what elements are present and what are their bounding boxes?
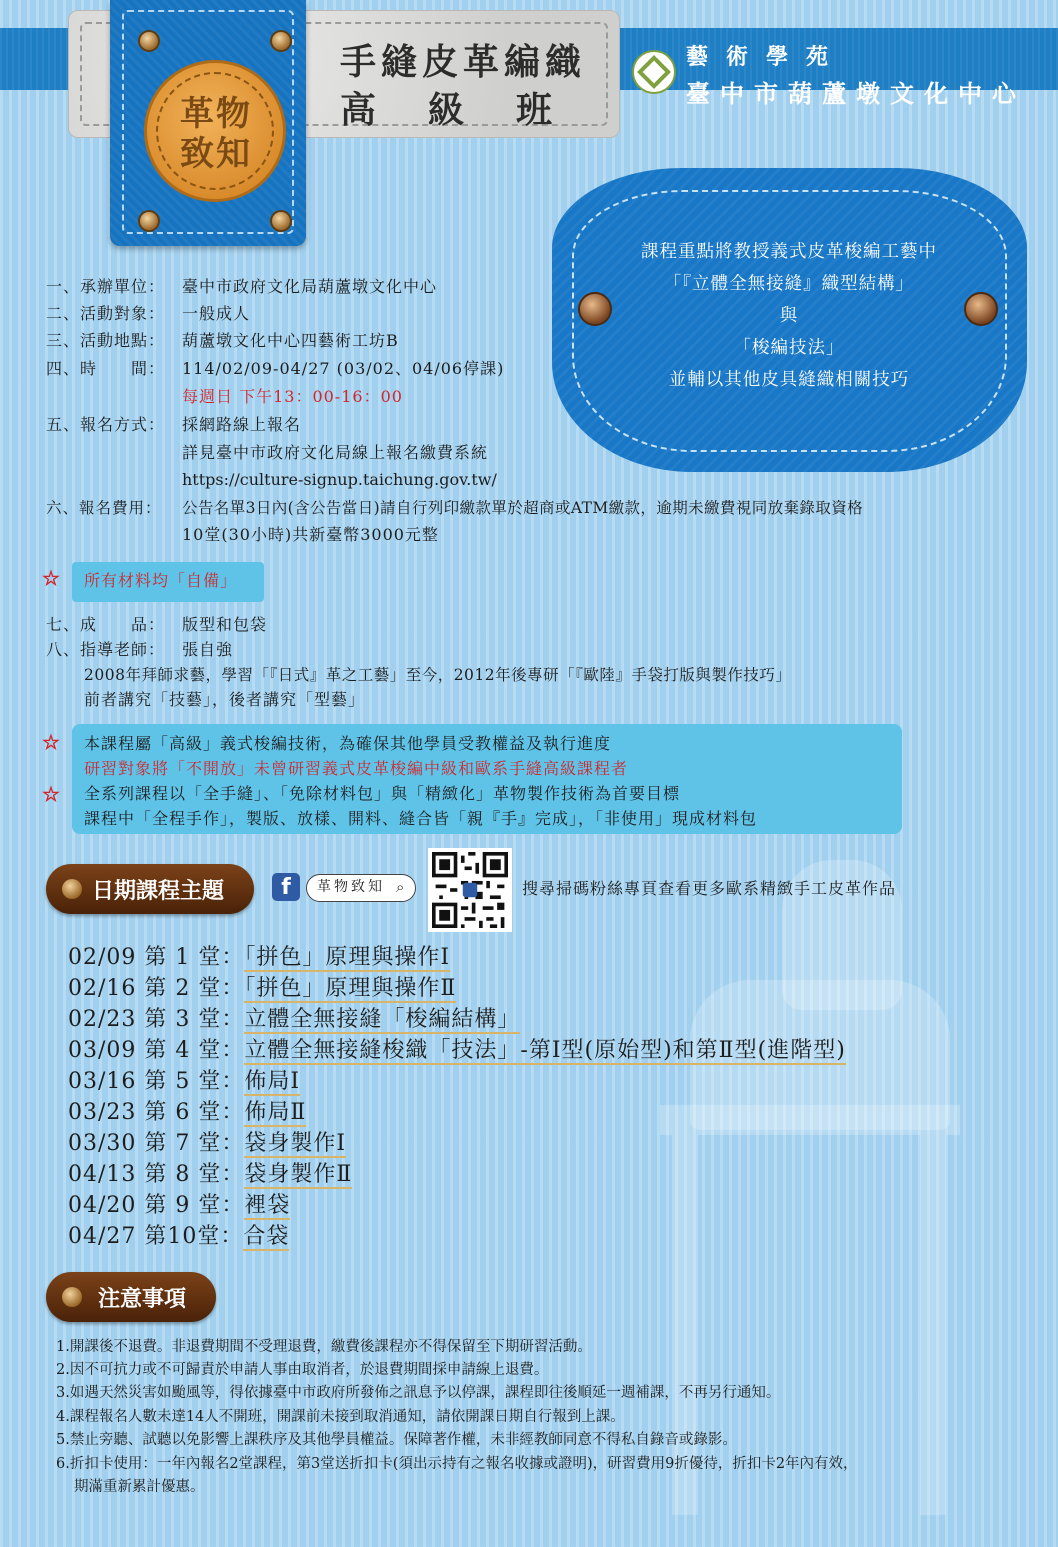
notice-item: 3.如遇天然災害如颱風等，得依據臺中市政府所發佈之訊息予以停課，課程即往後順延一週補課，不再另行通知。: [56, 1385, 781, 1401]
schedule-item: [68, 1097, 306, 1128]
info-value: 葫蘆墩文化中心四藝術工坊B: [182, 331, 399, 350]
notice-item: 6.折扣卡使用：一年內報名2堂課程，第3堂送折扣卡(須出示持有之報名收據或證明)，研習費用9折優待，折扣卡2年內有效，: [56, 1456, 858, 1472]
info-fee: [46, 495, 863, 521]
schedule-item: [68, 942, 450, 973]
info-label: 六、報名費用：: [46, 499, 162, 517]
highlight-line: 與: [779, 306, 799, 326]
qr-code[interactable]: [428, 848, 512, 932]
qr-code-pattern: [432, 852, 508, 928]
notice-item: 1.開課後不退費。非退費期間不受理退費，繳費後課程亦不得保留至下期研習活動。: [56, 1339, 592, 1355]
highlight-line: 課程重點將教授義式皮革梭編工藝中: [641, 242, 937, 262]
info-signup: [46, 412, 301, 438]
facebook-search-box[interactable]: 革物致知: [306, 874, 416, 902]
schedule-topic: 裡袋: [244, 1193, 291, 1218]
schedule-item: [68, 1066, 300, 1097]
schedule-date: 03/16 第 5 堂：: [68, 1069, 245, 1094]
rivet-icon: [138, 210, 160, 232]
info-venue: [46, 328, 399, 354]
schedule-topic: 袋身製作Ⅰ: [244, 1131, 347, 1156]
notice-item: 期滿重新累計優惠。: [74, 1479, 205, 1495]
bullet-icon: [62, 1287, 82, 1307]
search-icon: ⌕: [396, 878, 405, 896]
schedule-item: [68, 1004, 520, 1035]
highlight-line: 「『立體全無接縫』織型結構」: [663, 274, 915, 294]
rivet-icon: [138, 30, 160, 52]
rivet-icon: [270, 30, 292, 52]
brand-badge-text: 革物致知: [180, 94, 252, 174]
info-signup-detail: 詳見臺中市政府文化局線上報名繳費系統: [182, 443, 489, 462]
highlight-line: 「梭編技法」: [733, 338, 845, 358]
info-label: 八、指導老師：: [46, 640, 166, 659]
info-value: 採網路線上報名: [182, 415, 302, 434]
star-icon: ☆: [42, 730, 60, 754]
info-time-detail: 每週日 下午13：00-16：00: [182, 387, 403, 406]
info-value: 版型和包袋: [182, 615, 268, 634]
info-label: 七、成 品：: [46, 615, 166, 634]
schedule-item: [68, 1190, 290, 1221]
course-level: 高級班: [340, 89, 605, 131]
schedule-date: 02/16 第 2 堂：: [68, 976, 245, 1001]
facebook-icon[interactable]: f: [272, 873, 300, 901]
course-title: 手縫皮革編織: [340, 41, 587, 83]
course-notice-line: 課程中「全程手作」，製版、放樣、開料、縫合皆「親『手』完成」，「非使用」現成材料包: [84, 809, 758, 828]
signup-url-link[interactable]: https://culture-signup.taichung.gov.tw/: [182, 470, 497, 489]
info-value: 臺中市政府文化局葫蘆墩文化中心: [182, 277, 438, 296]
highlight-line: 並輔以其他皮具縫織相關技巧: [668, 370, 910, 390]
schedule-topic: 佈局Ⅰ: [244, 1069, 301, 1094]
info-value: 114/02/09-04/27 (03/02、04/06停課): [182, 359, 505, 378]
schedule-topic: 佈局Ⅱ: [244, 1100, 307, 1125]
info-audience: [46, 301, 250, 327]
info-value: 一般成人: [182, 304, 251, 323]
info-time: [46, 356, 504, 382]
course-highlight-text: [590, 236, 988, 396]
org-name: 臺中市葫蘆墩文化中心: [686, 79, 1026, 108]
notice-item: 4.課程報名人數未達14人不開班，開課前未接到取消通知，請依開課日期自行報到上課。: [56, 1409, 625, 1425]
background-table-leg: [920, 1135, 946, 1515]
star-icon: ☆: [42, 782, 60, 806]
schedule-date: 03/09 第 4 堂：: [68, 1038, 245, 1063]
info-teacher: [46, 637, 233, 663]
bullet-icon: [62, 879, 82, 899]
schedule-date: 02/23 第 3 堂：: [68, 1007, 245, 1032]
course-notice-line: 研習對象將「不開放」未曾研習義式皮革梭編中級和歐系手縫高級課程者: [84, 759, 629, 778]
info-label: 四、時 間：: [46, 359, 166, 378]
notice-item: 5.禁止旁聽、試聽以免影響上課秩序及其他學員權益。保障著作權，未非經教師同意不得私自錄音或錄影。: [56, 1432, 737, 1448]
schedule-topic: 袋身製作Ⅱ: [244, 1162, 353, 1187]
info-value: 公告名單3日內(含公告當日)請自行列印繳款單於超商或ATM繳款，逾期未繳費視同放棄錄取資格: [182, 499, 864, 517]
course-notice-line: 本課程屬「高級」義式梭編技術，為確保其他學員受教權益及執行進度: [84, 734, 612, 753]
schedule-item: [68, 973, 456, 1004]
info-label: 二、活動對象：: [46, 304, 166, 323]
schedule-date: 02/09 第 1 堂：: [68, 945, 245, 970]
schedule-date: 04/27 第10堂：: [68, 1224, 244, 1249]
schedule-date: 04/20 第 9 堂：: [68, 1193, 245, 1218]
schedule-item: [68, 1128, 346, 1159]
info-label: 三、活動地點：: [46, 331, 166, 350]
materials-note: 所有材料均「自備」: [84, 571, 238, 590]
notes-section-title: 注意事項: [98, 1287, 187, 1312]
info-label: 五、報名方式：: [46, 415, 166, 434]
schedule-date: 03/30 第 7 堂：: [68, 1131, 245, 1156]
info-value: 張自強: [182, 640, 234, 659]
info-product: [46, 612, 267, 638]
schedule-topic: 立體全無接縫梭織「技法」-第Ⅰ型(原始型)和第Ⅱ型(進階型): [244, 1038, 846, 1063]
course-notice-line: 全系列課程以「全手縫」、「免除材料包」與「精緻化」革物製作技術為首要目標: [84, 784, 681, 803]
teacher-bio: 前者講究「技藝」，後者講究「型藝」: [84, 690, 366, 709]
schedule-item: [68, 1035, 846, 1066]
schedule-topic: 立體全無接縫「梭編結構」: [244, 1007, 521, 1032]
info-organizer: [46, 274, 437, 300]
info-fee-detail: 10堂(30小時)共新臺幣3000元整: [182, 525, 439, 544]
schedule-section-header: [46, 864, 254, 914]
schedule-topic: 「拼色」原理與操作Ⅱ: [244, 976, 457, 1001]
schedule-item: [68, 1159, 352, 1190]
schedule-date: 03/23 第 6 堂：: [68, 1100, 245, 1125]
background-table: [660, 1105, 960, 1135]
info-label: 一、承辦單位：: [46, 277, 166, 296]
star-icon: ☆: [42, 566, 60, 590]
schedule-topic: 「拼色」原理與操作Ⅰ: [244, 945, 451, 970]
notice-item: 2.因不可抗力或不可歸責於申請人事由取消者，於退費期間採申請線上退費。: [56, 1362, 549, 1378]
rivet-icon: [270, 210, 292, 232]
qr-caption: 搜尋掃碼粉絲專頁查看更多歐系精緻手工皮革作品: [522, 879, 897, 898]
schedule-section-title: 日期課程主題: [92, 879, 225, 904]
schedule-topic: 合袋: [243, 1224, 290, 1249]
org-program-name: 藝術學苑: [686, 44, 847, 70]
teacher-bio: 2008年拜師求藝，學習「『日式』革之工藝」至今，2012年後專研「『歐陸』手袋打版與製作技巧」: [84, 666, 792, 684]
schedule-date: 04/13 第 8 堂：: [68, 1162, 245, 1187]
notes-section-header: [46, 1272, 216, 1322]
schedule-item: [68, 1221, 289, 1252]
